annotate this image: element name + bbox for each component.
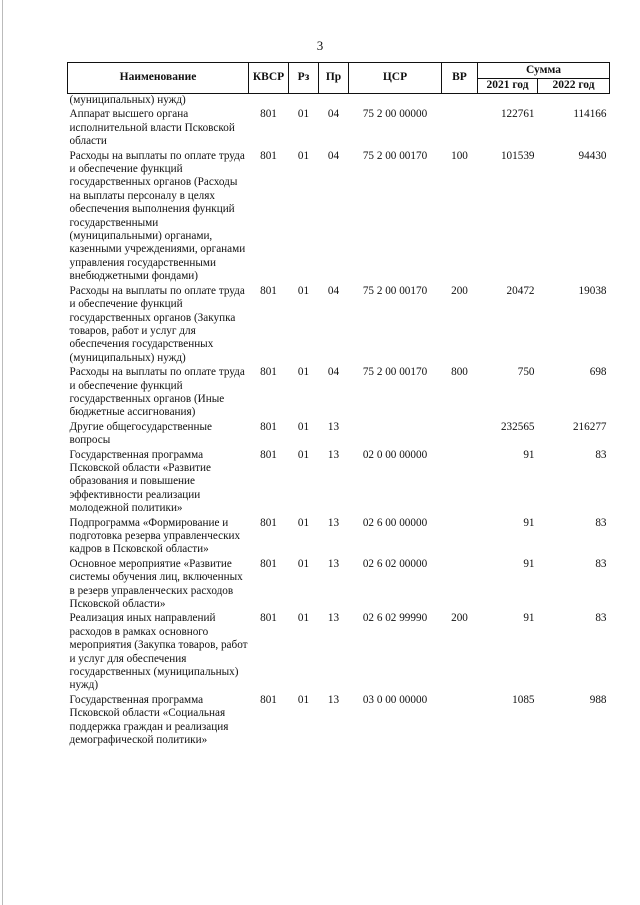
- cell-name: (муниципальных) нужд): [69, 94, 186, 106]
- cell-vr: [442, 449, 478, 517]
- cell-rz: [289, 94, 319, 109]
- cell-y2022: 83: [595, 516, 607, 529]
- cell-name: Подпрограмма «Формирование и подготовка резерва управленческих кадров в Псковской области»: [69, 516, 241, 556]
- cell-name: Аппарат высшего органа исполнительной власти Псковской области: [69, 108, 235, 148]
- header-kvsr: КВСР: [249, 63, 289, 94]
- cell-csr: 02 6 00 00000: [362, 516, 428, 529]
- cell-vr: [442, 108, 478, 149]
- cell-vr: [442, 517, 478, 558]
- budget-table: [67, 62, 610, 749]
- cell-rz: 01: [297, 516, 310, 529]
- cell-name: Государственная программа Псковской области «Социальная поддержка граждан и реализация демографической политики»: [69, 693, 229, 747]
- cell-rz: 01: [297, 366, 310, 379]
- cell-pr: 13: [327, 557, 340, 570]
- cell-rz: 01: [297, 557, 310, 570]
- cell-csr: 75 2 00 00170: [362, 284, 428, 297]
- table-row: [68, 612, 610, 693]
- table-row: [68, 108, 610, 149]
- cell-pr: [319, 94, 349, 109]
- cell-csr: 02 0 00 00000: [362, 448, 428, 461]
- cell-y2022: 698: [589, 366, 607, 379]
- cell-y2021: 91: [523, 516, 535, 529]
- cell-kvsr: 801: [260, 108, 277, 121]
- cell-rz: 01: [297, 108, 310, 121]
- cell-name: Расходы на выплаты по оплате труда и обеспечение функций государственных органов (Иные бюджетные ассигнования): [69, 366, 245, 419]
- cell-pr: 13: [327, 612, 340, 625]
- cell-y2022: 216277: [572, 420, 607, 433]
- table-row: [68, 285, 610, 366]
- table-row: [68, 366, 610, 421]
- cell-y2021: 122761: [500, 108, 535, 121]
- page-number: 3: [316, 38, 324, 53]
- header-sum: Сумма: [478, 63, 610, 79]
- cell-pr: 13: [327, 420, 340, 433]
- cell-y2021: 232565: [500, 420, 535, 433]
- cell-y2022: 83: [595, 612, 607, 625]
- cell-rz: 01: [297, 149, 310, 162]
- cell-y2021: 101539: [500, 149, 535, 162]
- cell-rz: 01: [297, 420, 310, 433]
- header-name: Наименование: [68, 63, 249, 94]
- cell-name: Расходы на выплаты по оплате труда и обеспечение функций государственных органов (Расходы на выплаты персоналу в целях обеспечения выполнения функций государственными (муниципальными) органами, казенными учреждениями, органами управления государственными внебюджетными фондами): [69, 149, 246, 283]
- cell-pr: 13: [327, 693, 340, 706]
- cell-csr: 75 2 00 00000: [362, 108, 428, 121]
- cell-pr: 13: [327, 516, 340, 529]
- cell-pr: 04: [327, 108, 340, 121]
- cell-y2021: 1085: [512, 693, 535, 706]
- cell-vr: [442, 94, 478, 109]
- cell-y2022: 83: [595, 557, 607, 570]
- table-row: [68, 421, 610, 449]
- cell-kvsr: 801: [260, 420, 277, 433]
- cell-vr: 800: [451, 366, 468, 379]
- cell-y2021: 91: [523, 557, 535, 570]
- cell-y2021: [478, 94, 538, 109]
- cell-vr: 200: [451, 284, 468, 297]
- cell-rz: 01: [297, 284, 310, 297]
- cell-rz: 01: [297, 693, 310, 706]
- cell-kvsr: 801: [260, 612, 277, 625]
- cell-y2022: 114166: [573, 108, 607, 121]
- header-rz: Рз: [289, 63, 319, 94]
- cell-y2021: 91: [523, 448, 535, 461]
- cell-csr: [349, 94, 442, 109]
- header-vr: ВР: [442, 63, 478, 94]
- table-row: [68, 694, 610, 749]
- table-row: [68, 150, 610, 285]
- cell-csr: [349, 421, 442, 449]
- cell-vr: 100: [451, 149, 468, 162]
- cell-vr: [442, 694, 478, 749]
- cell-vr: 200: [451, 612, 468, 625]
- cell-kvsr: 801: [260, 149, 277, 162]
- cell-pr: 04: [327, 366, 340, 379]
- table-row: [68, 94, 610, 109]
- cell-csr: 75 2 00 00170: [362, 366, 428, 379]
- table-row: [68, 558, 610, 613]
- cell-rz: 01: [297, 448, 310, 461]
- cell-y2021: 91: [523, 612, 535, 625]
- cell-y2021: 20472: [506, 284, 535, 297]
- cell-csr: 02 6 02 00000: [362, 557, 428, 570]
- header-csr: ЦСР: [349, 63, 442, 94]
- cell-name: Реализация иных направлений расходов в рамках основного мероприятия (Закупка товаров, работ и услуг для обеспечения государственных (муниципальных) нужд): [69, 612, 248, 692]
- header-pr: Пр: [319, 63, 349, 94]
- cell-kvsr: 801: [260, 448, 277, 461]
- cell-name: Государственная программа Псковской области «Развитие образования и повышение эффективности реализации молодежной политики»: [69, 448, 211, 515]
- cell-kvsr: 801: [260, 366, 277, 379]
- cell-csr: 75 2 00 00170: [362, 149, 428, 162]
- cell-csr: 02 6 02 99990: [362, 612, 428, 625]
- cell-vr: [442, 558, 478, 613]
- cell-kvsr: 801: [260, 693, 277, 706]
- cell-pr: 13: [327, 448, 340, 461]
- cell-name: Основное мероприятие «Развитие системы обучения лиц, включенных в резерв управленческих расходов Псковской области»: [69, 557, 243, 611]
- cell-kvsr: [249, 94, 289, 109]
- cell-vr: [442, 421, 478, 449]
- cell-kvsr: 801: [260, 557, 277, 570]
- cell-csr: 03 0 00 00000: [362, 693, 428, 706]
- header-2022: 2022 год: [538, 79, 610, 94]
- cell-y2022: 19038: [578, 284, 607, 297]
- cell-kvsr: 801: [260, 284, 277, 297]
- cell-y2021: 750: [517, 366, 535, 379]
- cell-y2022: 988: [589, 693, 607, 706]
- cell-name: Другие общегосударственные вопросы: [69, 420, 213, 447]
- cell-pr: 04: [327, 149, 340, 162]
- cell-rz: 01: [297, 612, 310, 625]
- table-row: [68, 517, 610, 558]
- cell-y2022: [538, 94, 610, 109]
- cell-pr: 04: [327, 284, 340, 297]
- cell-y2022: 94430: [578, 149, 607, 162]
- cell-y2022: 83: [595, 448, 607, 461]
- cell-name: Расходы на выплаты по оплате труда и обеспечение функций государственных органов (Закупка товаров, работ и услуг для обеспечения государственных (муниципальных) нужд): [69, 284, 245, 364]
- header-2021: 2021 год: [478, 79, 538, 94]
- scan-edge-line: [2, 0, 3, 905]
- table-row: [68, 449, 610, 517]
- cell-kvsr: 801: [260, 516, 277, 529]
